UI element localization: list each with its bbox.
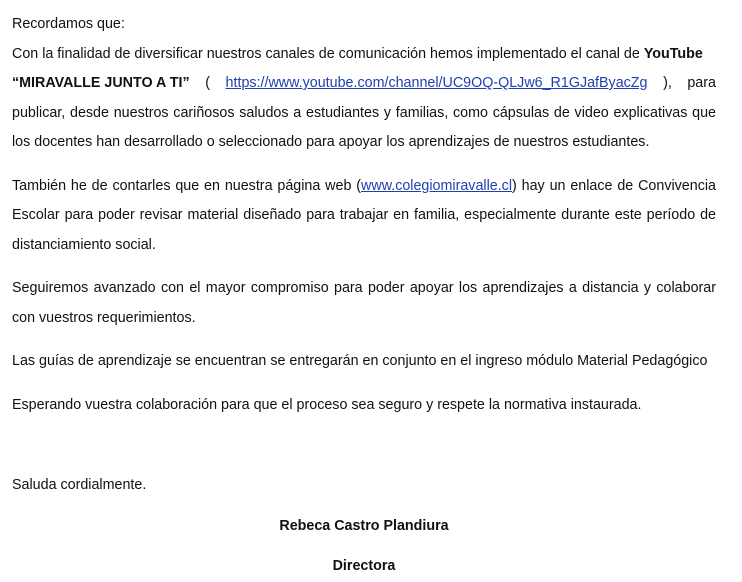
letter-document (12, 10, 716, 582)
p1-line2-end: para (687, 75, 716, 91)
paragraph-youtube-channel (12, 40, 716, 158)
youtube-channel-link[interactable]: https://www.youtube.com/channel/UC9OQ-QLJw6_R1GJafByacZg (225, 75, 648, 91)
youtube-label: YouTube (643, 45, 703, 62)
p1-line2 (12, 69, 716, 99)
paragraph-collaboration: Esperando vuestra colaboración para que el proceso sea seguro y respete la normativa instaurada. (12, 396, 642, 413)
p2-after: ) hay un enlace de Convivencia Escolar para poder revisar material diseñado para trabajar en familia, especialmente durante este período de distanciamiento social. (12, 177, 716, 253)
close-paren: ), (663, 75, 672, 91)
school-website-link[interactable]: www.colegiomiravalle.cl (361, 177, 513, 194)
p1-line1 (12, 40, 716, 70)
signature-role: Directora (332, 558, 396, 574)
signature-name: Rebeca Castro Plandiura (279, 517, 449, 534)
p2-before: También he de contarles que en nuestra página web ( (12, 177, 362, 194)
closing-line: Saluda cordialmente. (12, 477, 147, 493)
p1-rest: publicar, desde nuestros cariñosos saludos a estudiantes y familias, como cápsulas de video explicativas que los docentes han desarrollado o seleccionado para apoyar los aprendizajes de nuestros estudiantes. (12, 104, 716, 150)
p1-line1-text: Con la finalidad de diversificar nuestros canales de comunicación hemos implementado el canal de (12, 45, 644, 62)
paragraph-website (12, 172, 716, 261)
paragraph-commitment: Seguiremos avanzado con el mayor compromiso para poder apoyar los aprendizajes a distancia y colaborar con vuestros requerimientos. (12, 280, 716, 326)
channel-name: “MIRAVALLE JUNTO A TI” (12, 75, 190, 91)
paragraph-learning-guides: Las guías de aprendizaje se encuentran se entregarán en conjunto en el ingreso módulo Material Pedagógico (12, 353, 708, 369)
greeting-line: Recordamos que: (12, 16, 125, 32)
open-paren: ( (205, 75, 210, 91)
